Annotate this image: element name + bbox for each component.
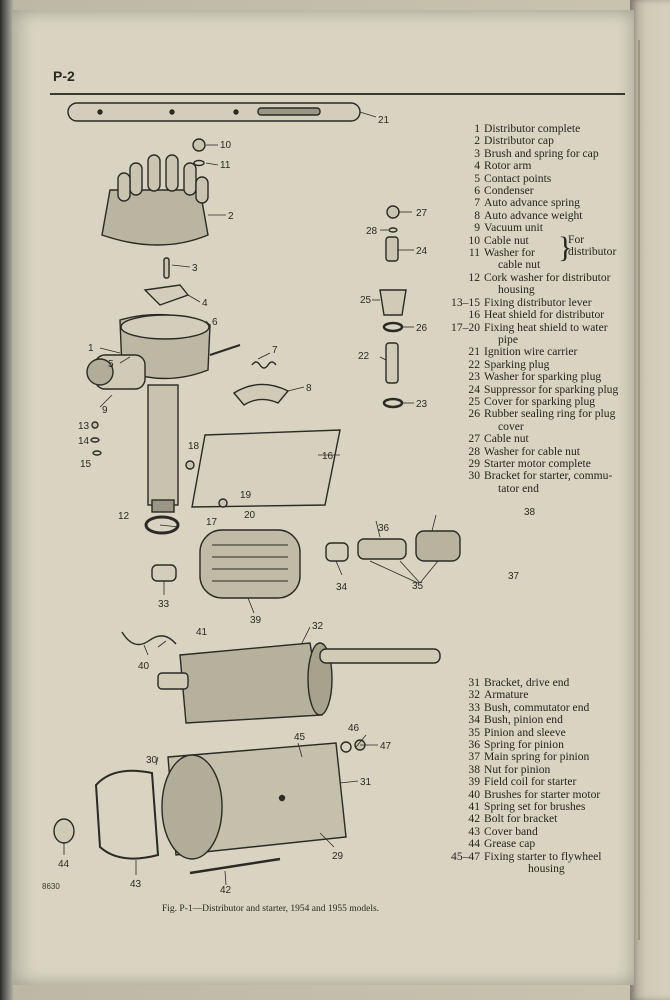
distributor-cap-part [102,155,208,245]
legend-row: 27 Cable nut [468,432,529,446]
legend-row: 42 Bolt for bracket [468,812,558,826]
legend-row: 31 Bracket, drive end [468,676,570,689]
callout-39: 39 [250,615,262,626]
legend-row: 41 Spring set for brushes [468,800,586,814]
callout-21: 21 [378,115,390,126]
bracket-bolt-part [190,859,280,873]
callout-33: 33 [158,599,170,610]
legend-row: 26 Rubber sealing ring for plug [468,407,616,421]
callout-41: 41 [196,627,208,638]
figure-caption: Fig. P-1—Distributor and starter, 1954 and 1955 models. [162,904,380,914]
legend-row: 37 Main spring for pinion [468,750,590,764]
callout-17: 17 [206,517,218,528]
page-number: P-2 [53,68,75,84]
callout-29: 29 [332,851,344,862]
callout-44: 44 [58,859,70,870]
suppressor-part [386,237,398,261]
callout-38: 38 [524,507,536,518]
callout-46: 46 [348,723,360,734]
parts-legend-top [451,122,619,495]
starter-motor-part [162,743,346,859]
callout-34: 34 [336,582,348,593]
callout-3: 3 [192,263,198,274]
plug-cable-nut-part [387,206,399,218]
bush-commutator-part [152,565,176,581]
starter-brushes-part [122,632,176,645]
callout-35: 35 [412,581,424,592]
callout-28: 28 [366,226,378,237]
callout-43: 43 [130,879,142,890]
field-coil-part [200,530,300,598]
sparking-plug-part [386,343,398,383]
legend-row: 28 Washer for cable nut [468,444,580,458]
armature-part [158,643,440,723]
legend-row: 9 Vacuum unit [474,221,543,235]
legend-row: 40 Brushes for starter motor [468,787,601,801]
callout-26: 26 [416,323,428,334]
legend-row: housing [498,283,535,297]
legend-row: 23 Washer for sparking plug [468,370,602,384]
distributor-brace: } [558,231,573,264]
callout-5: 5 [108,359,114,370]
grease-cap-part [54,819,74,843]
figure-id: 8630 [42,882,60,891]
heat-shield-part [192,430,340,507]
auto-advance-weight-part [234,384,288,405]
callout-13: 13 [78,421,90,432]
callout-4: 4 [202,298,208,309]
legend-row: 16 Heat shield for distributor [468,308,605,322]
callout-22: 22 [358,351,370,362]
legend-row: 13–15 Fixing distributor lever [451,295,592,309]
callout-20: 20 [244,510,256,521]
callout-11: 11 [220,160,231,171]
callout-1: 1 [88,343,94,354]
callout-7: 7 [272,345,278,356]
legend-row: 1 Distributor complete [474,122,581,135]
parts-legend-bottom [451,676,602,876]
cover-band-part [96,771,158,859]
callout-40: 40 [138,661,150,672]
callout-9: 9 [102,405,108,416]
legend-row: 3 Brush and spring for cap [474,146,599,160]
callout-8: 8 [306,383,312,394]
legend-row: 36 Spring for pinion [468,738,564,752]
legend-row: 44 Grease cap [468,837,536,851]
legend-row: 5 Contact points [474,171,552,185]
legend-row: 45–47 Fixing starter to flywheel [451,849,602,863]
legend-row: 29 Starter motor complete [468,456,591,470]
callout-36: 36 [378,523,390,534]
legend-row: 33 Bush, commutator end [468,700,590,714]
legend-row: 21 Ignition wire carrier [468,345,578,359]
callout-15: 15 [80,459,92,470]
legend-row: 38 Nut for pinion [468,762,551,776]
legend-row: 12 Cork washer for distributor [468,270,611,284]
legend-row: cover [498,419,524,433]
legend-row: 11 Washer for [468,246,535,260]
brace-note: For distributor [568,233,617,259]
callout-23: 23 [416,399,428,410]
legend-row: tator end [498,481,539,495]
callout-32: 32 [312,621,324,632]
adjacent-page-edge [630,0,670,1000]
legend-row: 6 Condenser [474,184,534,198]
callout-10: 10 [220,140,232,151]
auto-advance-spring-part [252,362,276,368]
ignition-wire-carrier-part [68,103,360,121]
bush-pinion-part [326,543,348,561]
cable-nut-part [193,139,205,151]
callout-45: 45 [294,732,306,743]
callout-37: 37 [508,571,520,582]
callout-2: 2 [228,211,234,222]
legend-row: 32 Armature [468,688,529,702]
legend-row: 35 Pinion and sleeve [468,725,566,739]
legend-row: 7 Auto advance spring [474,196,580,210]
callout-31: 31 [360,777,372,788]
callout-27: 27 [416,208,428,219]
legend-row: 34 Bush, pinion end [468,713,563,727]
legend-row: housing [528,862,565,876]
legend-row: 39 Field coil for starter [468,775,577,789]
callout-24: 24 [416,246,428,257]
legend-row: 4 Rotor arm [474,159,532,173]
legend-row: 30 Bracket for starter, commu- [468,469,613,483]
callout-25: 25 [360,295,372,306]
legend-row: 24 Suppressor for sparking plug [468,382,619,396]
legend-row: cable nut [498,258,541,272]
plug-cover-part [380,290,406,315]
callout-19: 19 [240,490,252,501]
legend-row: pipe [498,332,518,346]
callout-42: 42 [220,885,232,896]
callout-30: 30 [146,755,158,766]
legend-row: 8 Auto advance weight [474,208,583,222]
callout-18: 18 [188,441,200,452]
callout-16: 16 [322,451,334,462]
legend-row: 25 Cover for sparking plug [468,394,596,408]
rotor-arm-part [145,285,188,305]
callout-6: 6 [212,317,218,328]
legend-row: 10 Cable nut [468,233,529,247]
pinion-assembly-part [358,531,460,561]
callout-12: 12 [118,511,130,522]
legend-row: 22 Sparking plug [468,357,550,371]
brush-part [164,258,169,278]
legend-row: 2 Distributor cap [474,134,554,148]
callout-14: 14 [78,436,90,447]
legend-row: 43 Cover band [468,824,538,838]
legend-row: 17–20 Fixing heat shield to water [451,320,608,334]
callout-47: 47 [380,741,392,752]
